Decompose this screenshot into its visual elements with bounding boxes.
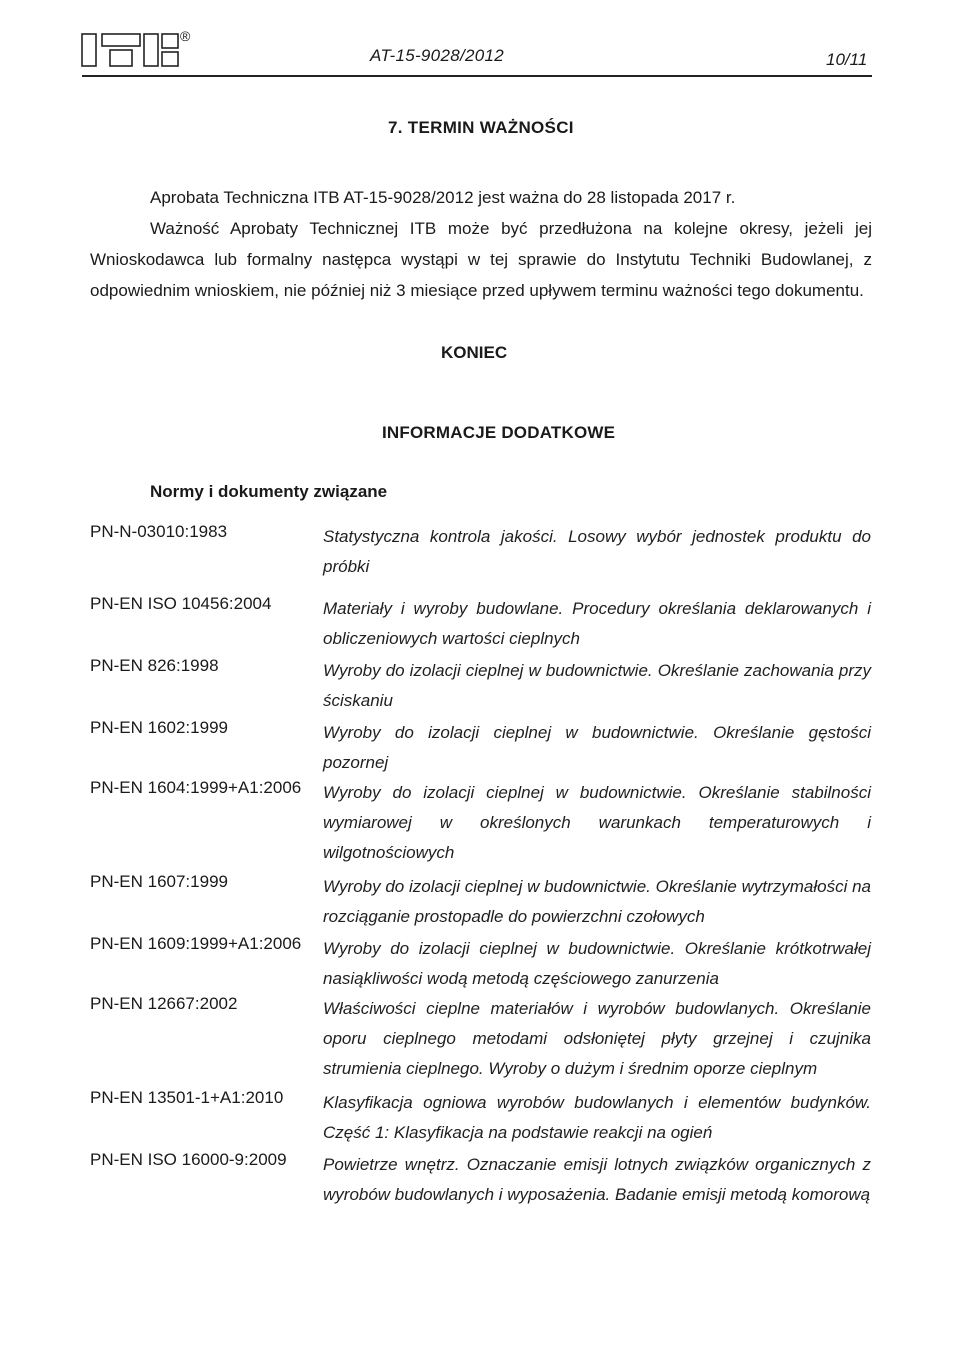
norm-title: Wyroby do izolacji cieplnej w budownictwie. Określanie zachowania przy ściskaniu: [323, 661, 871, 710]
norm-code: PN-EN 13501-1+A1:2010: [90, 1088, 284, 1107]
document-id: AT-15-9028/2012: [370, 46, 504, 65]
section-title: 7. TERMIN WAŻNOŚCI: [388, 118, 574, 137]
registered-mark: ®: [180, 28, 191, 44]
norm-code: PN-EN 1607:1999: [90, 872, 228, 891]
norm-title: Powietrze wnętrz. Oznaczanie emisji lotnych związków organicznych z wyrobów budowlanych i wyposażenia. Badanie emisji metodą komorową: [323, 1155, 871, 1204]
norm-code: PN-EN ISO 10456:2004: [90, 594, 272, 613]
norm-code: PN-EN 826:1998: [90, 656, 219, 675]
norm-title: Statystyczna kontrola jakości. Losowy wybór jednostek produktu do próbki: [323, 527, 871, 576]
validity-text: [90, 182, 872, 306]
norm-title: Wyroby do izolacji cieplnej w budownictwie. Określanie krótkotrwałej nasiąkliwości wodą metodą częściowego zanurzenia: [323, 939, 871, 988]
validity-paragraph-2: Ważność Aprobaty Technicznej ITB może być przedłużona na kolejne okresy, jeżeli jej Wnioskodawca lub formalny następca wystąpi w tej sprawie do Instytutu Techniki Budowlanej, z odpowiednim wnioskiem, nie później niż 3 miesiące przed upływem terminu ważności tego dokumentu.: [90, 219, 872, 300]
norm-code: PN-EN ISO 16000-9:2009: [90, 1150, 287, 1169]
norms-heading: Normy i dokumenty związane: [150, 482, 388, 501]
norm-code: PN-EN 1609:1999+A1:2006: [90, 934, 302, 953]
validity-paragraph-1: Aprobata Techniczna ITB AT-15-9028/2012 jest ważna do 28 listopada 2017 r.: [150, 188, 736, 207]
page-number: 10/11: [826, 50, 868, 69]
norm-title: Wyroby do izolacji cieplnej w budownictwie. Określanie wytrzymałości na rozciąganie prostopadle do powierzchni czołowych: [323, 877, 871, 926]
additional-info-heading: INFORMACJE DODATKOWE: [382, 423, 616, 442]
norm-code: PN-N-03010:1983: [90, 522, 228, 541]
norm-title: Materiały i wyroby budowlane. Procedury określania deklarowanych i obliczeniowych wartości cieplnych: [323, 599, 871, 648]
norm-title: Klasyfikacja ogniowa wyrobów budowlanych i elementów budynków. Część 1: Klasyfikacja na podstawie reakcji na ogień: [323, 1093, 871, 1142]
norm-title: Wyroby do izolacji cieplnej w budownictwie. Określanie stabilności wymiarowej w określonych warunkach temperaturowych i wilgotnościowych: [323, 783, 871, 862]
norm-code: PN-EN 1602:1999: [90, 718, 228, 737]
header-divider: [82, 75, 872, 77]
itb-logo: [80, 30, 190, 70]
norm-title: Wyroby do izolacji cieplnej w budownictwie. Określanie gęstości pozornej: [323, 723, 871, 772]
norm-code: PN-EN 12667:2002: [90, 994, 238, 1013]
norm-code: PN-EN 1604:1999+A1:2006: [90, 778, 302, 797]
end-marker: KONIEC: [441, 343, 508, 362]
norm-title: Właściwości cieplne materiałów i wyrobów budowlanych. Określanie oporu cieplnego metodami odsłoniętej płyty grzejnej i czujnika strumienia cieplnego. Wyroby o dużym i średnim oporze cieplnym: [323, 999, 871, 1078]
